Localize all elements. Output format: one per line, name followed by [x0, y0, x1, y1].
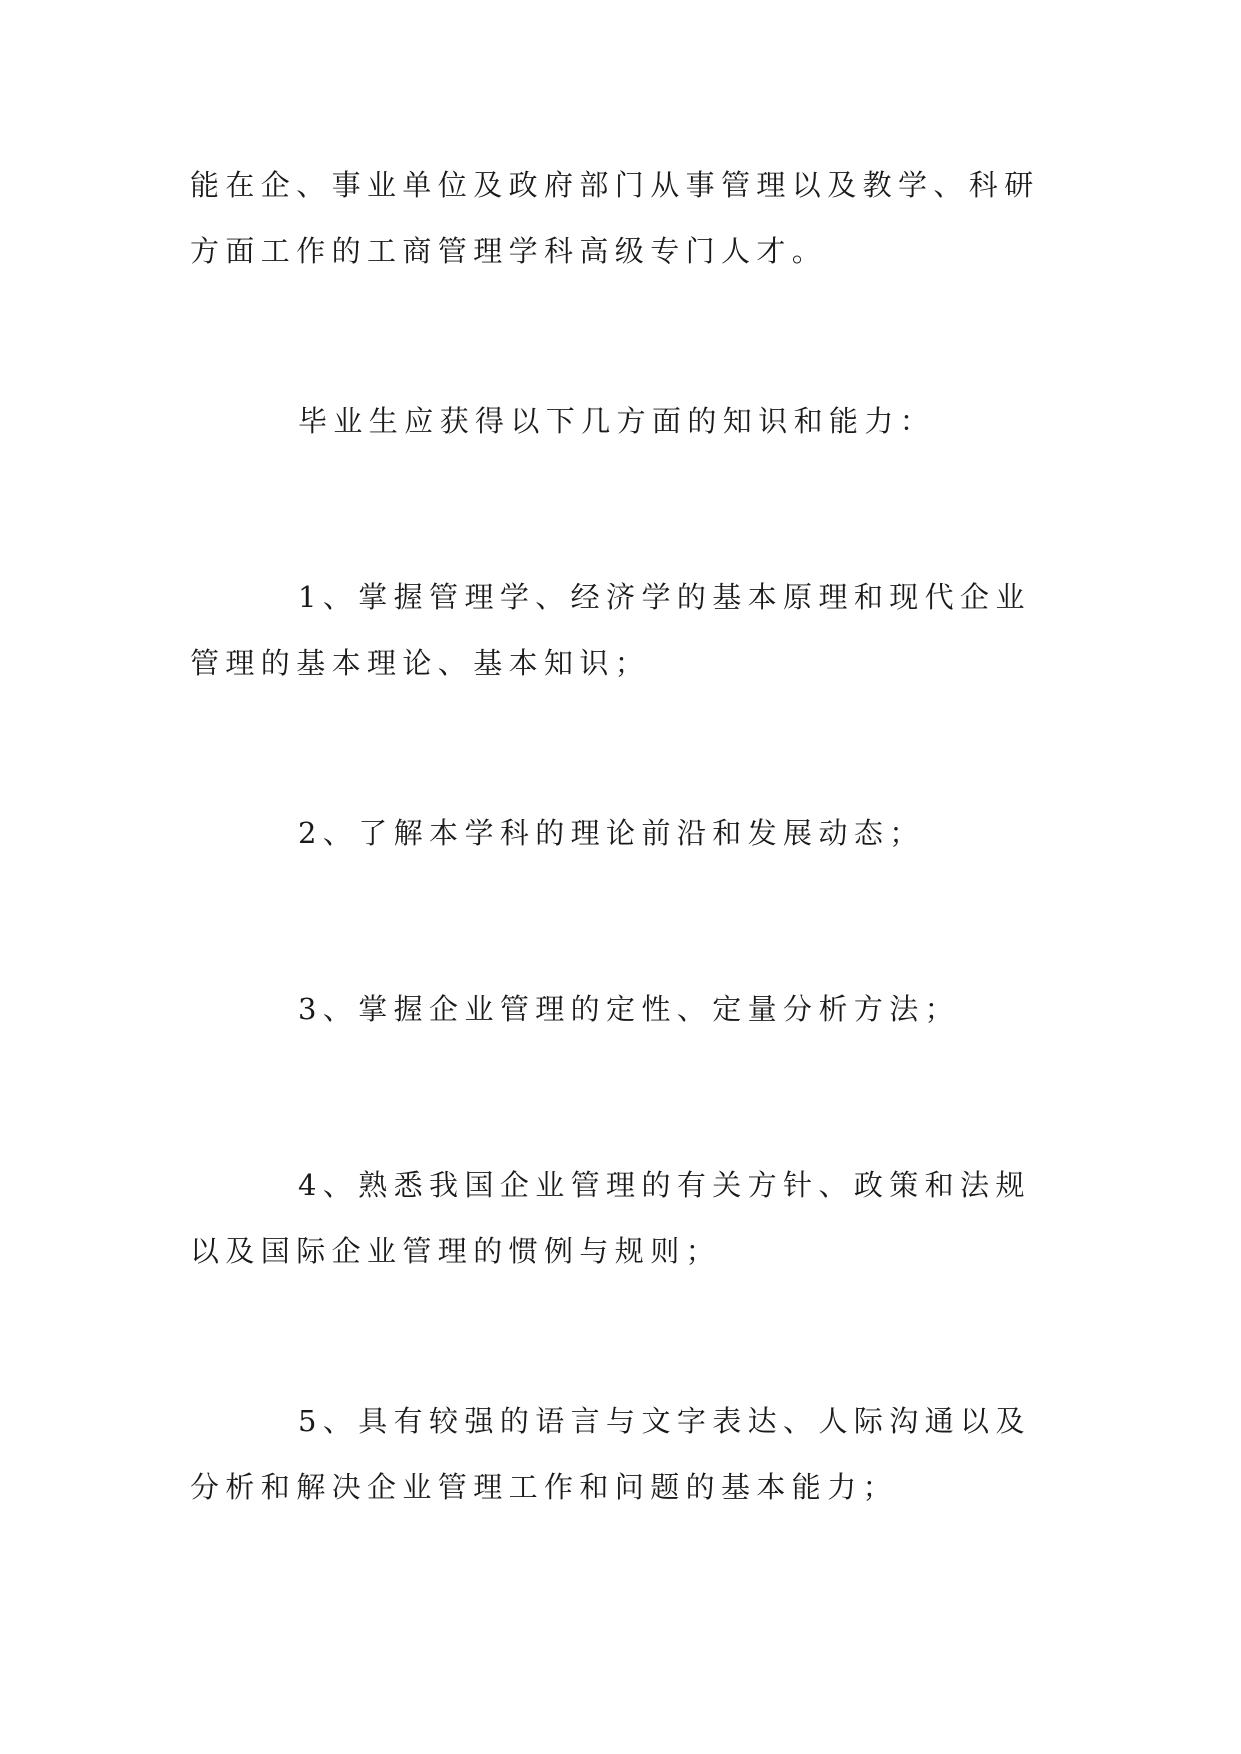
list-item-3: 3、掌握企业管理的定性、定量分析方法； — [298, 992, 961, 1026]
list-item-5: 5、具有较强的语言与文字表达、人际沟通以及分析和解决企业管理工作和问题的基本能力； — [190, 1404, 1031, 1504]
list-item-1: 1、掌握管理学、经济学的基本原理和现代企业管理的基本理论、基本知识； — [190, 580, 1031, 680]
list-item-4: 4、熟悉我国企业管理的有关方针、政策和法规以及国际企业管理的惯例与规则； — [190, 1168, 1031, 1268]
continuation-paragraph: 能在企、事业单位及政府部门从事管理以及教学、科研方面工作的工商管理学科高级专门人才。 — [190, 168, 1040, 268]
list-item-2: 2、了解本学科的理论前沿和发展动态； — [298, 816, 925, 850]
intro-paragraph: 毕业生应获得以下几方面的知识和能力： — [298, 404, 936, 438]
